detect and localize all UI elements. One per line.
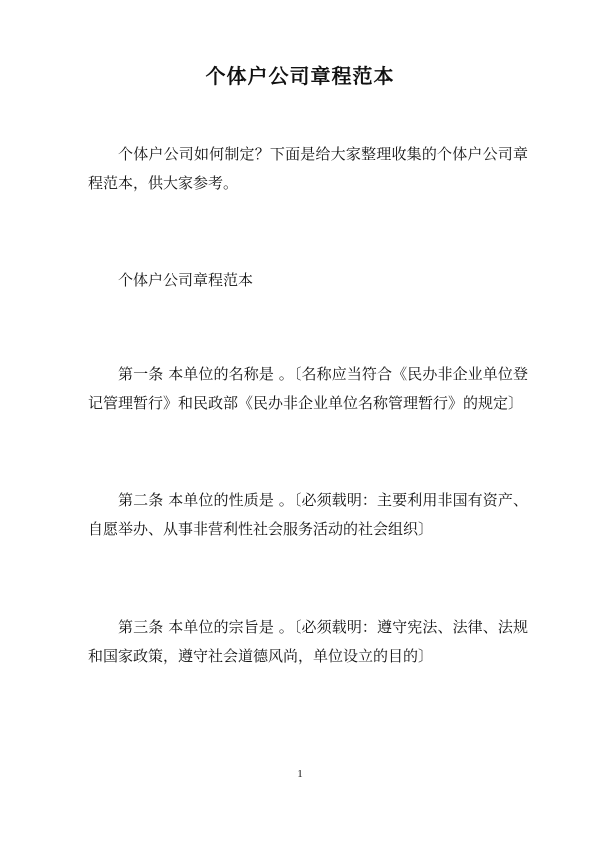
article-3: 第三条 本单位的宗旨是 。〔必须载明：遵守宪法、法律、法规和国家政策，遵守社会道德风尚，单位设立的目的〕 [88, 618, 528, 665]
section-subtitle: 个体户公司章程范本 [118, 271, 254, 289]
document-title: 个体户公司章程范本 [205, 64, 395, 88]
article-2: 第二条 本单位的性质是 。〔必须载明：主要利用非国有资产、自愿举办、从事非营利性社会服务活动的社会组织〕 [88, 491, 528, 538]
intro-paragraph: 个体户公司如何制定？下面是给大家整理收集的个体户公司章程范本，供大家参考。 [88, 145, 528, 192]
page-number: 1 [297, 768, 303, 780]
article-1: 第一条 本单位的名称是 。〔名称应当符合《民办非企业单位登记管理暂行》和民政部《民办非企业单位名称管理暂行》的规定〕 [88, 365, 528, 412]
